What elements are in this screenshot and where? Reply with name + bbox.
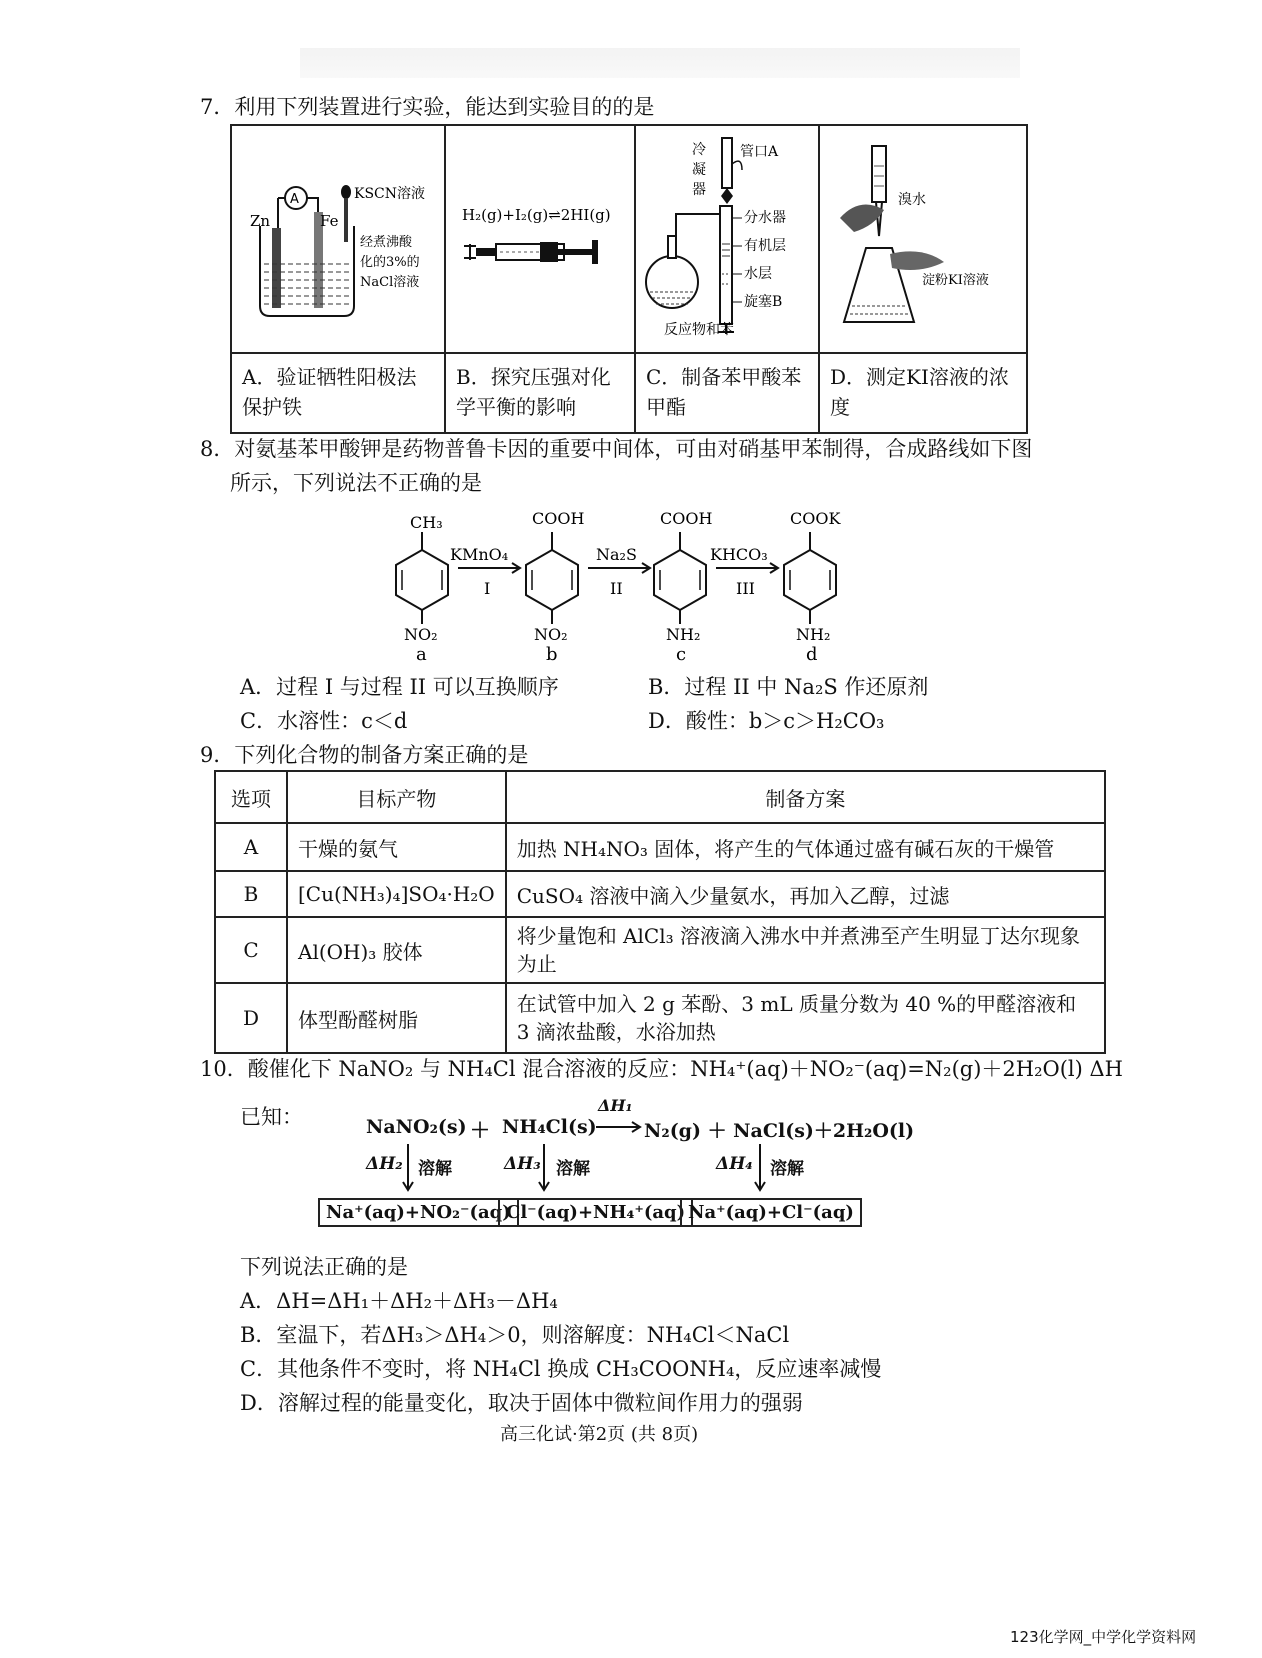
q8-stem-line1: 8．对氨基苯甲酸钾是药物普鲁卡因的重要中间体，可由对硝基甲苯制得，合成路线如下图	[200, 437, 1033, 461]
q9-row-d-method: 在试管中加入 2 g 苯酚、3 mL 质量分数为 40 %的甲醛溶液和 3 滴浓盐酸，水浴加热	[506, 983, 1105, 1053]
q9-table	[214, 770, 1106, 1054]
dh4-label: ΔH₄	[716, 1154, 753, 1174]
dissolution-arrows	[400, 1140, 780, 1196]
q7-option-d: D．测定KI溶液的浓度	[830, 365, 1009, 419]
q9-row-c-product: Al(OH)₃ 胶体	[287, 917, 506, 983]
q10-option-a: A．ΔH=ΔH₁＋ΔH₂＋ΔH₃－ΔH₄	[240, 1289, 558, 1313]
zn-label: Zn	[250, 212, 271, 230]
scan-shadow	[300, 48, 1020, 78]
compound-c-label: c	[676, 644, 687, 665]
compound-b-top: COOH	[532, 509, 585, 528]
compound-c-bottom: NH₂	[666, 625, 701, 644]
box-nh4cl-ions: Cl⁻(aq)+NH₄⁺(aq)	[498, 1198, 693, 1227]
dh2-label: ΔH₂	[366, 1154, 403, 1174]
reactant-nh4cl: NH₄Cl(s)	[502, 1116, 597, 1138]
stopcock-label: 旋塞B	[744, 294, 783, 310]
q7-table	[230, 124, 1028, 434]
q10-stem: 10．酸催化下 NaNO₂ 与 NH₄Cl 混合溶液的反应：NH₄⁺(aq)＋NO₂⁻(aq)=N₂(g)＋2H₂O(l) ΔH	[200, 1057, 1123, 1081]
dh3-label: ΔH₃	[504, 1154, 541, 1174]
port-a-label: 管口A	[740, 144, 779, 160]
bromine-label: 溴水	[898, 192, 926, 208]
q9-row-c-method: 将少量饱和 AlCl₃ 溶液滴入沸水中并煮沸至产生明显丁达尔现象为止	[506, 917, 1105, 983]
plus-sign: ＋	[470, 1118, 490, 1142]
q8-stem-line2: 所示，下列说法不正确的是	[230, 471, 482, 495]
step2-reagent: Na₂S	[596, 545, 637, 564]
q7-figure-b	[448, 196, 632, 306]
q9-row-d-option: D	[215, 983, 287, 1053]
q10-lead: 下列说法正确的是	[240, 1255, 408, 1279]
organic-layer-label: 有机层	[744, 238, 786, 254]
compound-c-top: COOH	[660, 509, 713, 528]
q9-row-a-method: 加热 NH₄NO₃ 固体，将产生的气体通过盛有碱石灰的干燥管	[506, 823, 1105, 871]
ammeter-label: A	[290, 192, 299, 207]
q9-row-b-product: [Cu(NH₃)₄]SO₄·H₂O	[287, 871, 506, 917]
q8-synthesis-scheme	[380, 500, 900, 670]
compound-a-bottom: NO₂	[404, 625, 438, 644]
water-layer-label: 水层	[744, 266, 772, 282]
q8-option-b: B．过程 II 中 Na₂S 作还原剂	[648, 675, 929, 699]
q10-option-c: C．其他条件不变时，将 NH₄Cl 换成 CH₃COONH₄，反应速率减慢	[240, 1357, 882, 1381]
condenser-label-1: 冷	[692, 142, 706, 158]
products: N₂(g) ＋ NaCl(s)＋2H₂O(l)	[644, 1120, 915, 1142]
separator-label: 分水器	[744, 210, 786, 226]
compound-b-bottom: NO₂	[534, 625, 568, 644]
site-watermark: 123化学网_中学化学资料网	[1010, 1628, 1197, 1646]
flask-label: 反应物和苯	[664, 322, 734, 338]
compound-d-bottom: NH₂	[796, 625, 831, 644]
q9-header-option: 选项	[215, 771, 287, 823]
q9-row-c-option: C	[215, 917, 287, 983]
q9-row-a-product: 干燥的氨气	[287, 823, 506, 871]
q8-option-d: D．酸性：b＞c＞H₂CO₃	[648, 709, 885, 733]
q7-figure-d	[826, 136, 1022, 346]
dh1-label: ΔH₁	[598, 1096, 633, 1115]
step1-number: I	[484, 579, 491, 598]
compound-d-top: COOK	[790, 509, 841, 528]
reactant-nano2: NaNO₂(s)	[366, 1116, 467, 1138]
step3-number: III	[736, 579, 755, 598]
dissolve-label-3: 溶解	[770, 1159, 804, 1179]
q9-row-d-product: 体型酚醛树脂	[287, 983, 506, 1053]
compound-d-label: d	[806, 644, 818, 665]
compound-b-label: b	[546, 644, 558, 665]
q10-option-b: B．室温下，若ΔH₃＞ΔH₄＞0，则溶解度：NH₄Cl＜NaCl	[240, 1323, 790, 1347]
compound-a-top: CH₃	[410, 513, 443, 532]
q7-option-a: A．验证牺牲阳极法保护铁	[242, 365, 417, 419]
box-nacl-ions: Na⁺(aq)+Cl⁻(aq)	[680, 1198, 862, 1227]
q9-row-b-method: CuSO₄ 溶液中滴入少量氨水，再加入乙醇，过滤	[506, 871, 1105, 917]
page-footer: 高三化试·第2页 (共 8页)	[500, 1424, 699, 1445]
condenser-label-2: 凝	[692, 162, 706, 178]
q9-stem: 9．下列化合物的制备方案正确的是	[200, 743, 529, 767]
step2-number: II	[610, 579, 623, 598]
q8-option-a: A．过程 I 与过程 II 可以互换顺序	[240, 675, 559, 699]
q9-header-product: 目标产物	[287, 771, 506, 823]
step3-reagent: KHCO₃	[710, 545, 768, 564]
reaction-arrow	[594, 1120, 644, 1134]
kscn-label: KSCN溶液	[354, 186, 426, 202]
box-nano2-ions: Na⁺(aq)+NO₂⁻(aq)	[318, 1198, 519, 1227]
q9-row-b-option: B	[215, 871, 287, 917]
dissolve-label-2: 溶解	[556, 1159, 590, 1179]
q7-stem: 7．利用下列装置进行实验，能达到实验目的的是	[200, 95, 655, 119]
solution-line2: 化的3%的	[360, 255, 420, 270]
condenser-label-3: 器	[692, 182, 706, 198]
q10-known: 已知：	[240, 1105, 303, 1129]
equilibrium-equation: H₂(g)+I₂(g)⇌2HI(g)	[462, 206, 611, 224]
q7-figure-c	[638, 134, 818, 348]
dissolve-label-1: 溶解	[418, 1159, 452, 1179]
fe-label: Fe	[320, 212, 339, 230]
q8-option-c: C．水溶性：c＜d	[240, 709, 408, 733]
ki-label: 淀粉KI溶液	[922, 273, 989, 288]
solution-line1: 经煮沸酸	[360, 235, 413, 250]
solution-line3: NaCl溶液	[360, 275, 420, 290]
q7-option-b: B．探究压强对化学平衡的影响	[456, 365, 611, 419]
q7-figure-a	[238, 166, 444, 346]
compound-a-label: a	[416, 644, 427, 665]
step1-reagent: KMnO₄	[450, 545, 509, 564]
q9-header-method: 制备方案	[506, 771, 1105, 823]
q10-option-d: D．溶解过程的能量变化，取决于固体中微粒间作用力的强弱	[240, 1391, 803, 1415]
q9-row-a-option: A	[215, 823, 287, 871]
q7-option-c: C．制备苯甲酸苯甲酯	[646, 365, 802, 419]
